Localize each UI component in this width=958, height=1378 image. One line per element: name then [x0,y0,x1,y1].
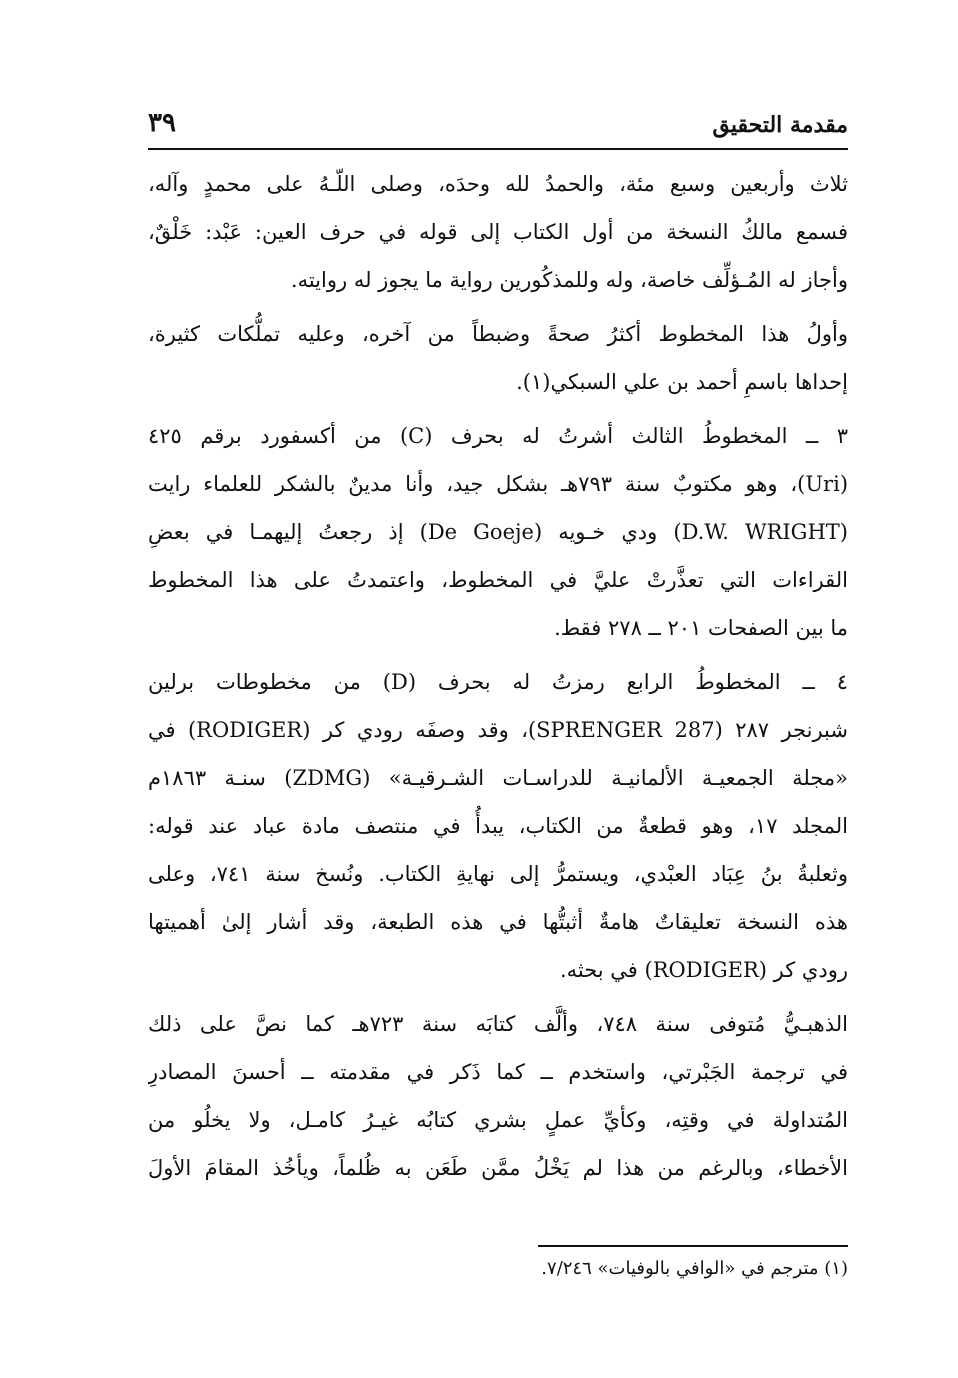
header-rule [148,148,848,150]
text-line: ٤ ــ المخطوطُ الرابع رمزتُ له بحرف (D) من مخطوطات برلين [148,670,848,694]
text-line: وثعلبةُ بنُ عِبَاد العبْدي، ويستمرُّ إلى نهايةِ الكتاب. ونُسخ سنة ٧٤١، وعلى [148,862,848,886]
text-line: في ترجمة الجَبْرتي، واستخدم ــ كما ذَكر في مقدمته ــ أحسنَ المصادرِ [148,1060,848,1084]
text-line: المجلد ١٧، وهو قطعةٌ من الكتاب، يبدأُ في منتصف مادة عباد عند قوله: [148,814,848,838]
paragraph [148,412,848,652]
text-line: (Uri)، وهو مكتوبٌ سنة ٧٩٣هـ بشكل جيد، وأنا مدينٌ بالشكر للعلماء رايت [148,472,848,496]
text-line: فسمع مالكُ النسخة من أول الكتاب إلى قوله في حرف العين: عَبْد: خَلْقٌ، [148,220,848,244]
text-line: وأولُ هذا المخطوط أكثرُ صحةً وضبطاً من آخره، وعليه تملُّكات كثيرة، [148,322,848,346]
text-line: ثلاث وأربعين وسبع مئة، والحمدُ لله وحدَه، وصلى اللّـهُ على محمدٍ وآله، [148,172,848,196]
paragraph [148,310,848,406]
text-line: هذه النسخة تعليقاتٌ هامةٌ أثبتُّها في هذه الطبعة، وقد أشار إلىٰ أهميتها [148,910,848,934]
paragraph [148,1000,848,1192]
text-line: (D.W. WRIGHT) ودي خـويه (De Goeje) إذ رجعتُ إليهمـا في بعضِ [148,520,848,544]
text-line: إحداها باسمِ أحمد بن علي السبكي(١). [516,370,848,394]
text-line: ٣ ــ المخطوطُ الثالث أشرتُ له بحرف (C) من أكسفورد برقم ٤٢٥ [148,424,848,448]
footnote: (١) مترجم في «الوافي بالوفيات» ٧/٢٤٦. [541,1258,848,1279]
paragraph [148,160,848,304]
text-line: الذهبـيُّ مُتوفى سنة ٧٤٨، وألَّف كتابَه سنة ٧٢٣هـ كما نصَّ على ذلك [148,1012,848,1036]
text-line: ما بين الصفحات ٢٠١ ــ ٢٧٨ فقط. [554,616,848,640]
text-line: «مجلة الجمعيـة الألمانيـة للدراسـات الشـرقيـة» (ZDMG) سنـة ١٨٦٣م [148,766,848,790]
page-header [148,104,848,148]
running-title: مقدمة التحقيق [712,112,848,138]
text-line: وأجاز له المُـؤلِّف خاصة، وله وللمذكُورين رواية ما يجوز له روايته. [290,268,848,292]
text-line: المُتداولة في وقتِه، وكأيِّ عملٍ بشري كتابُه غيـرُ كامـل، ولا يخلُو من [148,1108,848,1132]
text-line: رودي كر (RODIGER) في بحثه. [559,958,848,982]
page-number: ٣٩ [148,108,176,138]
text-line: الأخطاء، وبالرغم من هذا لم يَخْلُ ممَّن طَعَن به ظُلماً، ويأخُذ المقامَ الأولَ [148,1156,848,1180]
paragraph [148,658,848,994]
footnote-rule [538,1245,848,1247]
page-body [148,160,848,1198]
text-line: شبرنجر ٢٨٧ (SPRENGER 287)، وقد وصفَه رودي كر (RODIGER) في [148,718,848,742]
text-line: القراءات التي تعذَّرتْ عليَّ في المخطوط، واعتمدتُ على هذا المخطوط [148,568,848,592]
